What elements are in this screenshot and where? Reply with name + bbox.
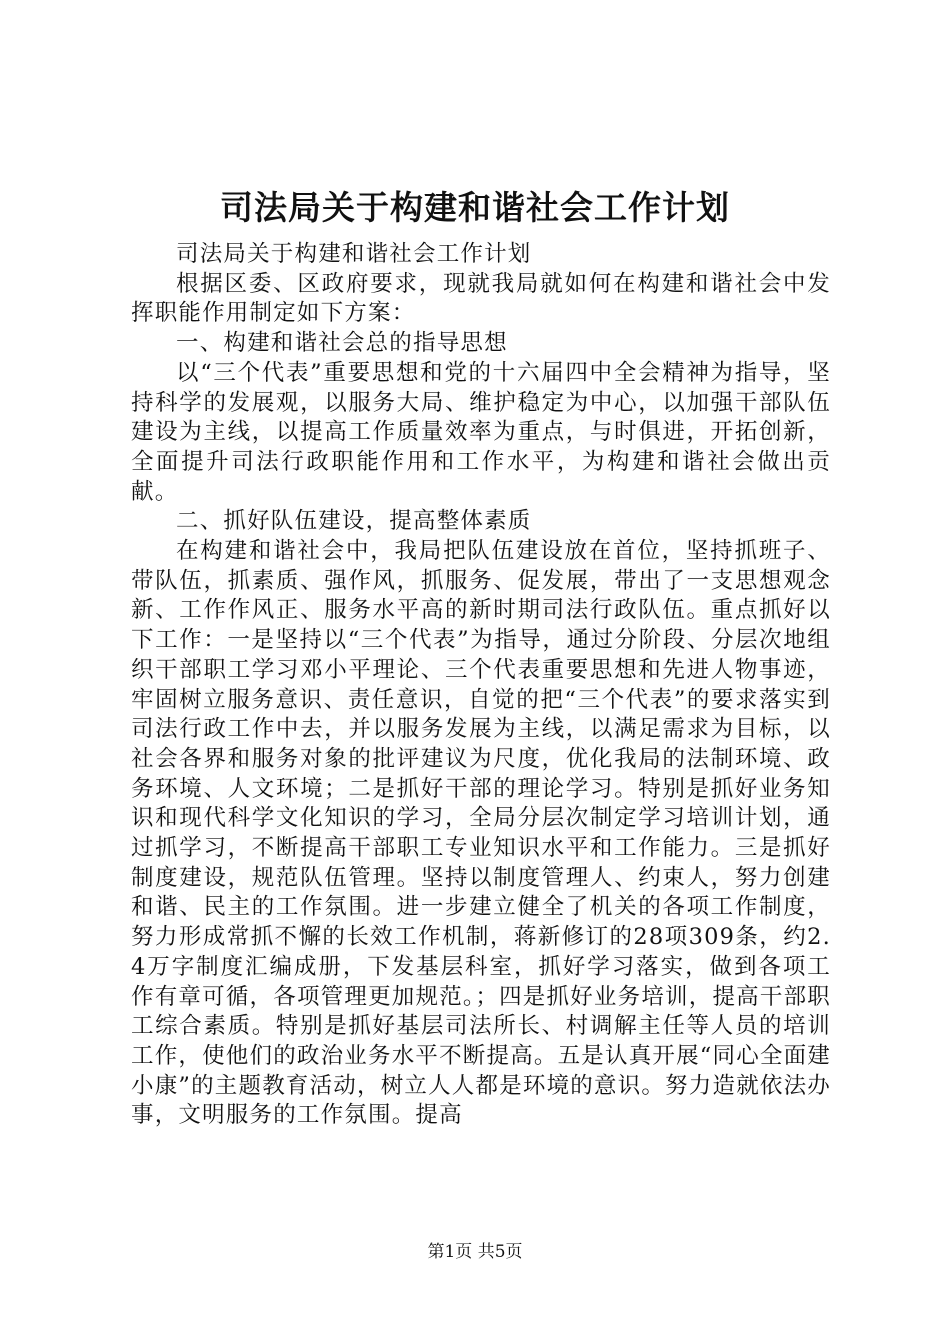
document-title: 司法局关于构建和谐社会工作计划 [220, 188, 730, 227]
paragraph-guiding-ideology: 以“三个代表”重要思想和党的十六届四中全会精神为指导，坚持科学的发展观，以服务大局、维护稳定为中心，以加强干部队伍建设为主线，以提高工作质量效率为重点，与时俱进，开拓创新，全面提升司法行政职能作用和工作水平，为构建和谐社会做出贡献。 [131, 359, 831, 505]
document-body [131, 240, 831, 1131]
section-heading-2: 二、抓好队伍建设，提高整体素质 [176, 508, 532, 535]
page-footer: 第1页 共5页 [427, 1242, 523, 1262]
paragraph-intro: 根据区委、区政府要求，现就我局就如何在构建和谐社会中发挥职能作用制定如下方案： [131, 270, 831, 327]
paragraph-team-building: 在构建和谐社会中，我局把队伍建设放在首位，坚持抓班子、带队伍，抓素质、强作风，抓服务、促发展，带出了一支思想观念新、工作作风正、服务水平高的新时期司法行政队伍。重点抓好以下工作：一是坚持以“三个代表”为指导，通过分阶段、分层次地组织干部职工学习邓小平理论、三个代表重要思想和先进人物事迹，牢固树立服务意识、责任意识，自觉的把“三个代表”的要求落实到司法行政工作中去，并以服务发展为主线，以满足需求为目标，以社会各界和服务对象的批评建议为尺度，优化我局的法制环境、政务环境、人文环境；二是抓好干部的理论学习。特别是抓好业务知识和现代科学文化知识的学习，全局分层次制定学习培训计划，通过抓学习，不断提高干部职工专业知识水平和工作能力。三是抓好制度建设，规范队伍管理。坚持以制度管理人、约束人，努力创建和谐、民主的工作氛围。进一步建立健全了机关的各项工作制度，努力形成常抓不懈的长效工作机制，蒋新修订的28项309条，约2.4万字制度汇编成册，下发基层科室，抓好学习落实，做到各项工作有章可循，各项管理更加规范。；四是抓好业务培训，提高干部职工综合素质。特别是抓好基层司法所长、村调解主任等人员的培训工作，使他们的政治业务水平不断提高。五是认真开展“同心全面建小康”的主题教育活动，树立人人都是环境的意识。努力造就依法办事，文明服务的工作氛围。提高 [131, 538, 832, 1129]
paragraph-subtitle: 司法局关于构建和谐社会工作计划 [176, 241, 532, 267]
section-heading-1: 一、构建和谐社会总的指导思想 [176, 330, 508, 357]
